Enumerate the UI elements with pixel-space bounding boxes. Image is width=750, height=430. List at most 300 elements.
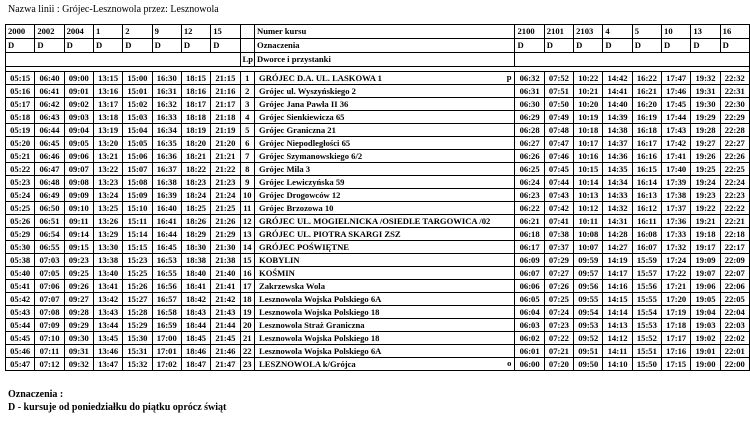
departure-time: 18:22 [181, 163, 210, 176]
departure-time: 09:03 [64, 111, 93, 124]
departure-time: 18:15 [181, 72, 210, 85]
departure-time: 14:39 [603, 111, 632, 124]
stop-name: Grójec Graniczna 21 [259, 124, 336, 135]
header-lp-blank [240, 25, 255, 39]
departure-time: 17:22 [662, 267, 691, 280]
stop-name: Grójec ul. Wyszyńskiego 2 [259, 85, 356, 96]
departure-time: 10:13 [574, 189, 603, 202]
stop-name: GRÓJEC UL. MOGIELNICKA /OSIEDLE TARGOWICA /02 [259, 215, 491, 226]
departure-time: 10:15 [574, 163, 603, 176]
stop-number: 12 [240, 215, 255, 228]
departure-time: 16:37 [152, 163, 181, 176]
stop-name-cell [255, 202, 515, 215]
departure-time: 13:20 [93, 137, 122, 150]
departure-time: 06:07 [515, 267, 544, 280]
departure-time: 09:50 [574, 358, 603, 371]
departure-time: 16:57 [152, 293, 181, 306]
left-day-code: D [181, 39, 210, 53]
departure-time: 16:35 [152, 137, 181, 150]
stop-name: Zakrzewska Wola [259, 280, 325, 291]
departure-time: 21:30 [211, 241, 240, 254]
stop-name-cell [255, 124, 515, 137]
departure-time: 18:45 [181, 332, 210, 345]
stop-flag: o [507, 358, 512, 368]
departure-time: 21:17 [211, 98, 240, 111]
departure-time: 06:28 [515, 124, 544, 137]
departure-time: 16:44 [152, 228, 181, 241]
departure-time: 17:21 [662, 280, 691, 293]
departure-time: 15:31 [123, 345, 152, 358]
right-day-code: D [603, 39, 632, 53]
right-day-code: D [574, 39, 603, 53]
stop-name-cell [255, 176, 515, 189]
departure-time: 10:18 [574, 124, 603, 137]
departure-time: 07:27 [544, 267, 573, 280]
departure-time: 13:42 [93, 293, 122, 306]
stop-number: 17 [240, 280, 255, 293]
departure-time: 14:11 [603, 345, 632, 358]
departure-time: 19:01 [691, 345, 720, 358]
departure-time: 06:45 [35, 137, 64, 150]
departure-time: 16:18 [632, 124, 661, 137]
departure-time: 18:41 [181, 280, 210, 293]
table-row [6, 137, 750, 150]
departure-time: 15:53 [632, 319, 661, 332]
departure-time: 10:17 [574, 137, 603, 150]
departure-time: 17:33 [662, 228, 691, 241]
departure-time: 19:30 [691, 98, 720, 111]
departure-time: 19:03 [691, 319, 720, 332]
departure-time: 07:10 [35, 332, 64, 345]
departure-time: 16:41 [152, 215, 181, 228]
stop-name-cell [255, 293, 515, 306]
departure-time: 06:24 [515, 176, 544, 189]
departure-time: 19:21 [691, 215, 720, 228]
departure-time: 19:32 [691, 72, 720, 85]
departure-time: 22:22 [720, 202, 749, 215]
departure-time: 05:47 [6, 358, 35, 371]
departure-time: 06:41 [35, 85, 64, 98]
departure-time: 14:28 [603, 228, 632, 241]
departure-time: 16:58 [152, 306, 181, 319]
departure-time: 05:46 [6, 345, 35, 358]
departure-time: 07:25 [544, 293, 573, 306]
departure-time: 15:00 [123, 72, 152, 85]
departure-time: 17:44 [662, 111, 691, 124]
departure-time: 15:06 [123, 150, 152, 163]
line-title: Nazwa linii : Grójec-Lesznowola przez: Lesznowola [8, 4, 219, 15]
departure-time: 06:02 [515, 332, 544, 345]
departure-time: 14:17 [603, 267, 632, 280]
stop-number: 2 [240, 85, 255, 98]
departure-time: 16:13 [632, 189, 661, 202]
departure-time: 16:30 [152, 72, 181, 85]
departure-time: 06:09 [515, 254, 544, 267]
departure-time: 14:33 [603, 189, 632, 202]
departure-time: 15:55 [632, 293, 661, 306]
departure-time: 22:06 [720, 280, 749, 293]
departure-time: 05:30 [6, 241, 35, 254]
departure-time: 16:20 [632, 98, 661, 111]
departure-time: 06:22 [515, 202, 544, 215]
stop-name-cell [255, 254, 515, 267]
departure-time: 16:16 [632, 150, 661, 163]
departure-time: 07:26 [544, 280, 573, 293]
departure-time: 14:19 [603, 254, 632, 267]
stop-number: 20 [240, 319, 255, 332]
departure-time: 09:51 [574, 345, 603, 358]
departure-time: 09:31 [64, 345, 93, 358]
departure-time: 17:02 [152, 358, 181, 371]
departure-time: 16:34 [152, 124, 181, 137]
departure-time: 17:00 [152, 332, 181, 345]
departure-time: 10:19 [574, 111, 603, 124]
header-right-blank [515, 53, 750, 67]
table-row [6, 306, 750, 319]
header-dworce: Dworce i przystanki [255, 53, 515, 67]
stop-number: 8 [240, 163, 255, 176]
stop-name: Lesznowola Wojska Polskiego 18 [259, 332, 380, 343]
departure-time: 17:19 [662, 306, 691, 319]
departure-time: 09:56 [574, 280, 603, 293]
stop-name: Grójec Brzozowa 10 [259, 202, 334, 213]
departure-time: 07:20 [544, 358, 573, 371]
departure-time: 22:17 [720, 241, 749, 254]
right-course-1: 2100 [515, 25, 544, 39]
departure-time: 06:49 [35, 189, 64, 202]
departure-time: 17:17 [662, 332, 691, 345]
departure-time: 17:37 [662, 202, 691, 215]
departure-time: 05:19 [6, 124, 35, 137]
left-day-code: D [35, 39, 64, 53]
departure-time: 14:38 [603, 124, 632, 137]
stop-name-cell [255, 72, 515, 85]
departure-time: 19:02 [691, 332, 720, 345]
departure-time: 19:23 [691, 189, 720, 202]
departure-time: 17:39 [662, 176, 691, 189]
departure-time: 19:26 [691, 150, 720, 163]
departure-time: 06:51 [35, 215, 64, 228]
departure-time: 13:43 [93, 306, 122, 319]
departure-time: 14:16 [603, 280, 632, 293]
departure-time: 21:22 [211, 163, 240, 176]
departure-time: 07:48 [544, 124, 573, 137]
departure-time: 14:36 [603, 150, 632, 163]
departure-time: 15:27 [123, 293, 152, 306]
departure-time: 18:18 [181, 111, 210, 124]
departure-time: 06:05 [515, 293, 544, 306]
departure-time: 13:45 [93, 332, 122, 345]
stop-name-cell [255, 111, 515, 124]
stop-name: GRÓJEC POŚWIĘTNE [259, 241, 350, 252]
departure-time: 07:24 [544, 306, 573, 319]
departure-time: 19:06 [691, 280, 720, 293]
departure-time: 19:24 [691, 176, 720, 189]
departure-time: 13:40 [93, 267, 122, 280]
departure-time: 17:42 [662, 137, 691, 150]
departure-time: 21:40 [211, 267, 240, 280]
departure-time: 07:45 [544, 163, 573, 176]
departure-time: 22:21 [720, 215, 749, 228]
departure-time: 16:33 [152, 111, 181, 124]
left-day-code: D [123, 39, 152, 53]
departure-time: 14:27 [603, 241, 632, 254]
left-course-1: 2000 [6, 25, 35, 39]
stop-number: 16 [240, 267, 255, 280]
departure-time: 14:37 [603, 137, 632, 150]
departure-time: 09:55 [574, 293, 603, 306]
departure-time: 07:37 [544, 241, 573, 254]
departure-time: 07:12 [35, 358, 64, 371]
departure-time: 06:32 [515, 72, 544, 85]
departure-time: 09:23 [64, 254, 93, 267]
departure-time: 15:30 [123, 332, 152, 345]
stop-flag: p [506, 72, 512, 82]
departure-time: 19:18 [691, 228, 720, 241]
departure-time: 15:52 [632, 332, 661, 345]
stop-number: 1 [240, 72, 255, 85]
departure-time: 16:53 [152, 254, 181, 267]
departure-time: 17:41 [662, 150, 691, 163]
departure-time: 07:47 [544, 137, 573, 150]
stop-name-cell [255, 150, 515, 163]
departure-time: 05:44 [6, 319, 35, 332]
departure-time: 22:26 [720, 150, 749, 163]
right-course-6: 10 [662, 25, 691, 39]
stop-number: 5 [240, 124, 255, 137]
departure-time: 13:21 [93, 150, 122, 163]
departure-time: 18:21 [181, 150, 210, 163]
departure-time: 15:02 [123, 98, 152, 111]
table-row [6, 150, 750, 163]
departure-time: 09:30 [64, 332, 93, 345]
departure-time: 10:12 [574, 202, 603, 215]
table-row [6, 319, 750, 332]
departure-time: 17:38 [662, 189, 691, 202]
left-course-2: 2002 [35, 25, 64, 39]
departure-time: 19:00 [691, 358, 720, 371]
departure-time: 09:04 [64, 124, 93, 137]
departure-time: 06:31 [515, 85, 544, 98]
departure-time: 06:00 [515, 358, 544, 371]
departure-time: 18:24 [181, 189, 210, 202]
departure-time: 22:04 [720, 306, 749, 319]
right-day-code: D [691, 39, 720, 53]
departure-time: 17:46 [662, 85, 691, 98]
departure-time: 06:46 [35, 150, 64, 163]
departure-time: 15:09 [123, 189, 152, 202]
table-row [6, 202, 750, 215]
departure-time: 06:06 [515, 280, 544, 293]
header-lp: Lp [240, 53, 255, 67]
departure-time: 18:25 [181, 202, 210, 215]
departure-time: 22:02 [720, 332, 749, 345]
departure-time: 13:46 [93, 345, 122, 358]
stop-name: GRÓJEC UL. PIOTRA SKARGI ZSZ [259, 228, 401, 239]
departure-time: 22:01 [720, 345, 749, 358]
departure-time: 13:18 [93, 111, 122, 124]
table-row [6, 215, 750, 228]
departure-time: 16:39 [152, 189, 181, 202]
table-row [6, 72, 750, 85]
departure-time: 13:38 [93, 254, 122, 267]
departure-time: 22:07 [720, 267, 749, 280]
header-left-blank [6, 53, 241, 67]
departure-time: 16:40 [152, 202, 181, 215]
right-day-code: D [544, 39, 573, 53]
departure-time: 09:26 [64, 280, 93, 293]
stop-number: 19 [240, 306, 255, 319]
right-course-2: 2101 [544, 25, 573, 39]
stop-name-cell [255, 98, 515, 111]
left-day-code: D [93, 39, 122, 53]
stop-name-cell [255, 215, 515, 228]
notes-legend: D - kursuje od poniedziałku do piątku oprócz świąt [8, 402, 227, 413]
departure-time: 06:25 [515, 163, 544, 176]
stop-number: 22 [240, 345, 255, 358]
stop-name-cell [255, 85, 515, 98]
departure-time: 15:32 [123, 358, 152, 371]
departure-time: 07:09 [35, 319, 64, 332]
departure-time: 21:16 [211, 85, 240, 98]
notes-title: Oznaczenia : [8, 389, 64, 400]
departure-time: 06:26 [515, 150, 544, 163]
stop-name: Lesznowola Wojska Polskiego 18 [259, 306, 380, 317]
departure-time: 22:27 [720, 137, 749, 150]
right-day-code: D [720, 39, 749, 53]
departure-time: 18:43 [181, 306, 210, 319]
stop-number: 21 [240, 332, 255, 345]
departure-time: 16:59 [152, 319, 181, 332]
departure-time: 06:23 [515, 189, 544, 202]
departure-time: 21:41 [211, 280, 240, 293]
departure-time: 19:09 [691, 254, 720, 267]
departure-time: 21:21 [211, 150, 240, 163]
left-day-code: D [152, 39, 181, 53]
departure-time: 18:44 [181, 319, 210, 332]
right-course-8: 16 [720, 25, 749, 39]
departure-time: 18:42 [181, 293, 210, 306]
departure-time: 21:26 [211, 215, 240, 228]
departure-time: 13:44 [93, 319, 122, 332]
departure-time: 09:53 [574, 319, 603, 332]
departure-time: 18:30 [181, 241, 210, 254]
departure-time: 07:44 [544, 176, 573, 189]
stop-name: Grójec Jana Pawła II 36 [259, 98, 349, 109]
departure-time: 16:11 [632, 215, 661, 228]
departure-time: 14:12 [603, 332, 632, 345]
stop-name-cell [255, 189, 515, 202]
departure-time: 06:55 [35, 241, 64, 254]
table-row [6, 267, 750, 280]
departure-time: 16:07 [632, 241, 661, 254]
stop-number: 4 [240, 111, 255, 124]
departure-time: 06:44 [35, 124, 64, 137]
departure-time: 05:17 [6, 98, 35, 111]
departure-time: 05:26 [6, 215, 35, 228]
left-course-4: 1 [93, 25, 122, 39]
departure-time: 13:23 [93, 176, 122, 189]
stop-name-cell [255, 345, 515, 358]
departure-time: 07:38 [544, 228, 573, 241]
departure-time: 21:18 [211, 111, 240, 124]
departure-time: 07:51 [544, 85, 573, 98]
departure-time: 22:32 [720, 72, 749, 85]
departure-time: 18:19 [181, 124, 210, 137]
left-course-5: 2 [123, 25, 152, 39]
departure-time: 07:11 [35, 345, 64, 358]
departure-time: 17:36 [662, 215, 691, 228]
stop-number: 3 [240, 98, 255, 111]
departure-time: 06:21 [515, 215, 544, 228]
departure-time: 18:38 [181, 254, 210, 267]
table-row [6, 358, 750, 371]
departure-time: 17:45 [662, 98, 691, 111]
departure-time: 15:29 [123, 319, 152, 332]
stop-number: 13 [240, 228, 255, 241]
departure-time: 21:47 [211, 358, 240, 371]
departure-time: 09:54 [574, 306, 603, 319]
stop-name: Lesznowola Wojska Polskiego 6A [259, 345, 382, 356]
timetable [5, 24, 750, 371]
stop-name-cell [255, 241, 515, 254]
departure-time: 14:10 [603, 358, 632, 371]
departure-time: 19:28 [691, 124, 720, 137]
departure-time: 18:47 [181, 358, 210, 371]
departure-time: 22:30 [720, 98, 749, 111]
stop-name-cell [255, 319, 515, 332]
departure-time: 21:44 [211, 319, 240, 332]
departure-time: 22:31 [720, 85, 749, 98]
table-row [6, 189, 750, 202]
departure-time: 05:15 [6, 72, 35, 85]
departure-time: 06:03 [515, 319, 544, 332]
stop-name-cell [255, 358, 515, 371]
departure-time: 19:29 [691, 111, 720, 124]
left-course-7: 12 [181, 25, 210, 39]
departure-time: 07:05 [35, 267, 64, 280]
departure-time: 09:52 [574, 332, 603, 345]
table-row [6, 241, 750, 254]
stop-name-cell [255, 332, 515, 345]
departure-time: 07:03 [35, 254, 64, 267]
departure-time: 17:18 [662, 319, 691, 332]
departure-time: 06:40 [35, 72, 64, 85]
header-lp-blank [240, 39, 255, 53]
header-oznaczenia: Oznaczenia [255, 39, 515, 53]
departure-time: 09:07 [64, 163, 93, 176]
stop-name-cell [255, 228, 515, 241]
table-row [6, 332, 750, 345]
departure-time: 05:25 [6, 202, 35, 215]
header-numer-kursu: Numer kursu [255, 25, 515, 39]
stop-name: Grójec Niepodległości 65 [259, 137, 351, 148]
departure-time: 14:15 [603, 293, 632, 306]
departure-time: 16:22 [632, 72, 661, 85]
departure-time: 15:50 [632, 358, 661, 371]
departure-time: 16:15 [632, 163, 661, 176]
departure-time: 06:27 [515, 137, 544, 150]
departure-time: 14:41 [603, 85, 632, 98]
departure-time: 05:43 [6, 306, 35, 319]
departure-time: 13:26 [93, 215, 122, 228]
departure-time: 15:01 [123, 85, 152, 98]
stop-name: Grójec Mila 3 [259, 163, 311, 174]
departure-time: 13:16 [93, 85, 122, 98]
departure-time: 09:05 [64, 137, 93, 150]
departure-time: 16:32 [152, 98, 181, 111]
departure-time: 10:21 [574, 85, 603, 98]
